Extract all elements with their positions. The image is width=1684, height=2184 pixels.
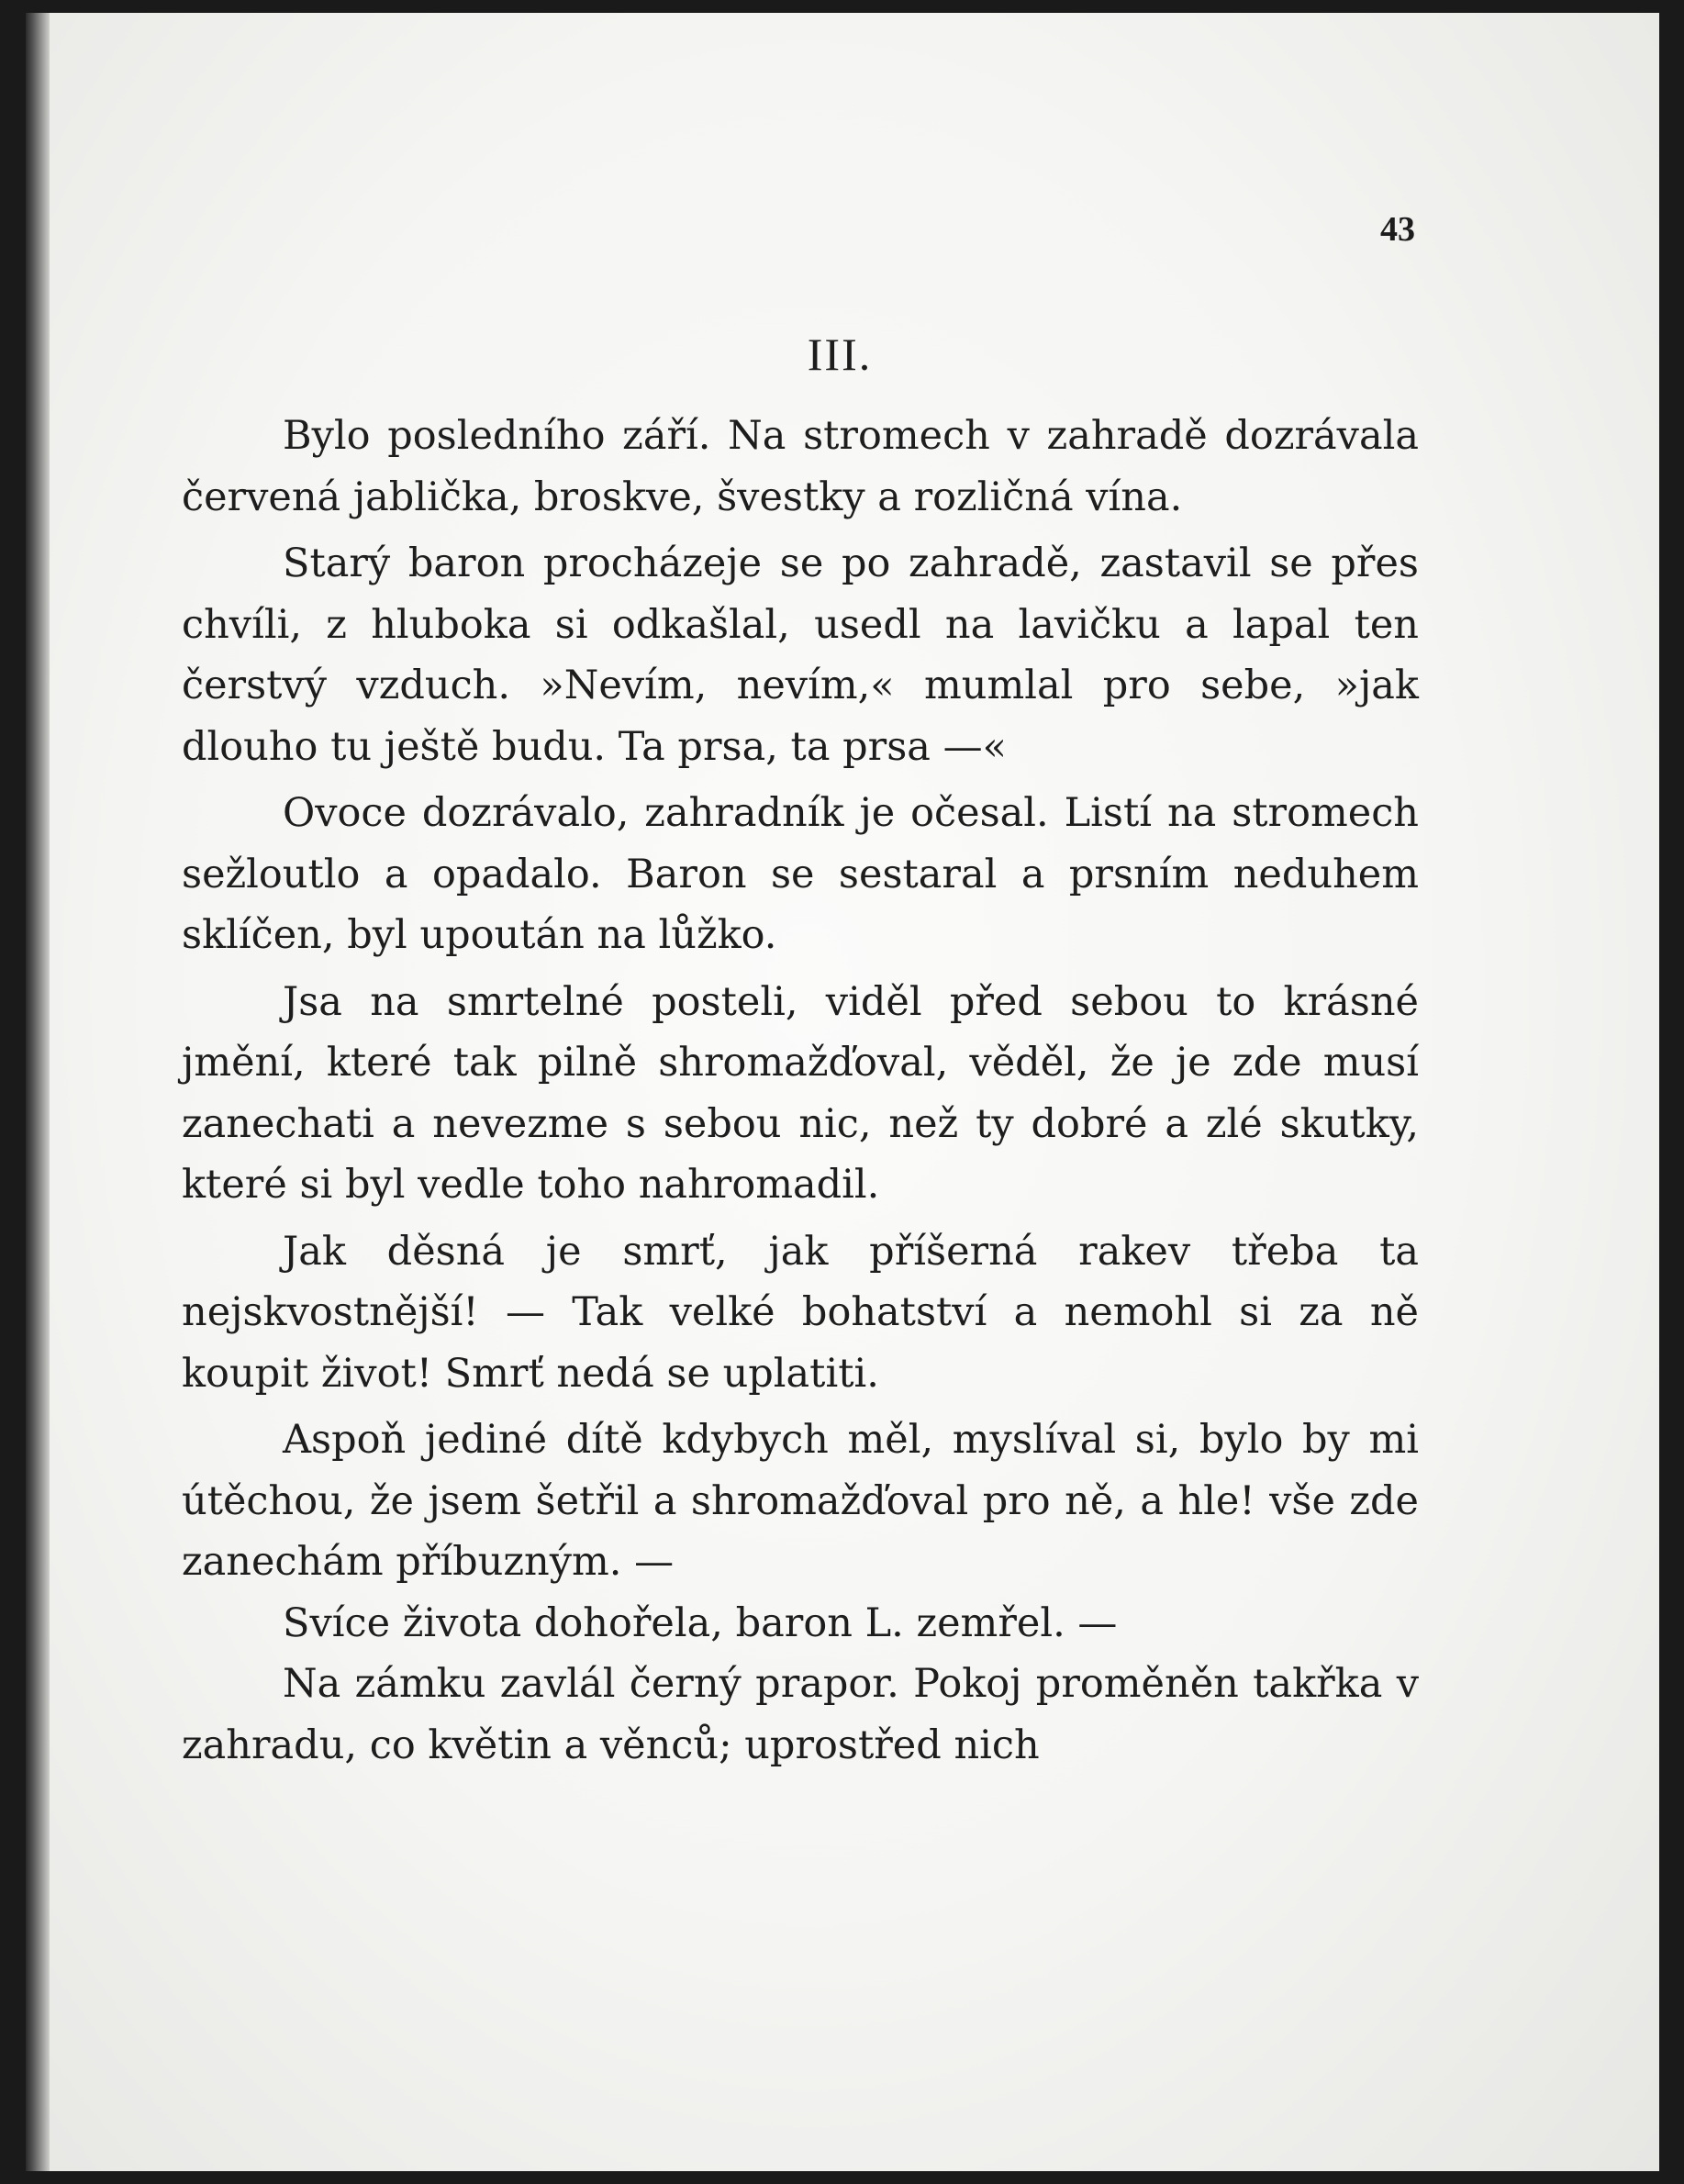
paragraph: Ovoce dozrávalo, zahradník je očesal. Listí na stromech sežloutlo a opadalo. Baron se sestaral a prsním neduhem sklíčen, byl upoután na lůžko.: [182, 790, 1419, 958]
paragraph: Na zámku zavlál černý prapor. Pokoj proměněn takřka v zahradu, co květin a věnců; uprostřed nich: [182, 1661, 1419, 1768]
paragraph: Jsa na smrtelné posteli, viděl před sebou to krásné jmění, které tak pilně shromažďoval, věděl, že je zde musí zanechati a nevezme s sebou nic, než ty dobré a zlé skutky, které si byl vedle toho nahromadil.: [182, 978, 1419, 1208]
paragraph: Starý baron procházeje se po zahradě, zastavil se přes chvíli, z hluboka si odkašlal, usedl na lavičku a lapal ten čerstvý vzduch. »Nevím, nevím,« mumlal pro sebe, »jak dlouho tu ještě budu. Ta prsa, ta prsa —«: [182, 540, 1419, 770]
body-text: [182, 406, 1419, 1776]
paragraph: Svíce života dohořela, baron L. zemřel. —: [283, 1599, 1118, 1646]
chapter-heading: [26, 328, 1604, 381]
paragraph: Aspoň jediné dítě kdybych měl, myslíval si, bylo by mi útěchou, že jsem šetřil a shromažďoval pro ně, a hle! vše zde zanechám příbuzným. —: [182, 1417, 1419, 1585]
paragraph: Bylo posledního září. Na stromech v zahradě dozrávala červená jablička, broskve, švestky a rozličná vína.: [182, 413, 1419, 520]
book-page: [26, 13, 1659, 2171]
chapter-heading-text: III.: [807, 329, 873, 380]
paragraph: Jak děsná je smrť, jak příšerná rakev třeba ta nejskvostnější! — Tak velké bohatství a nemohl si za ně koupit život! Smrť nedá se uplatiti.: [182, 1228, 1419, 1397]
page-number: 43: [1380, 210, 1415, 249]
